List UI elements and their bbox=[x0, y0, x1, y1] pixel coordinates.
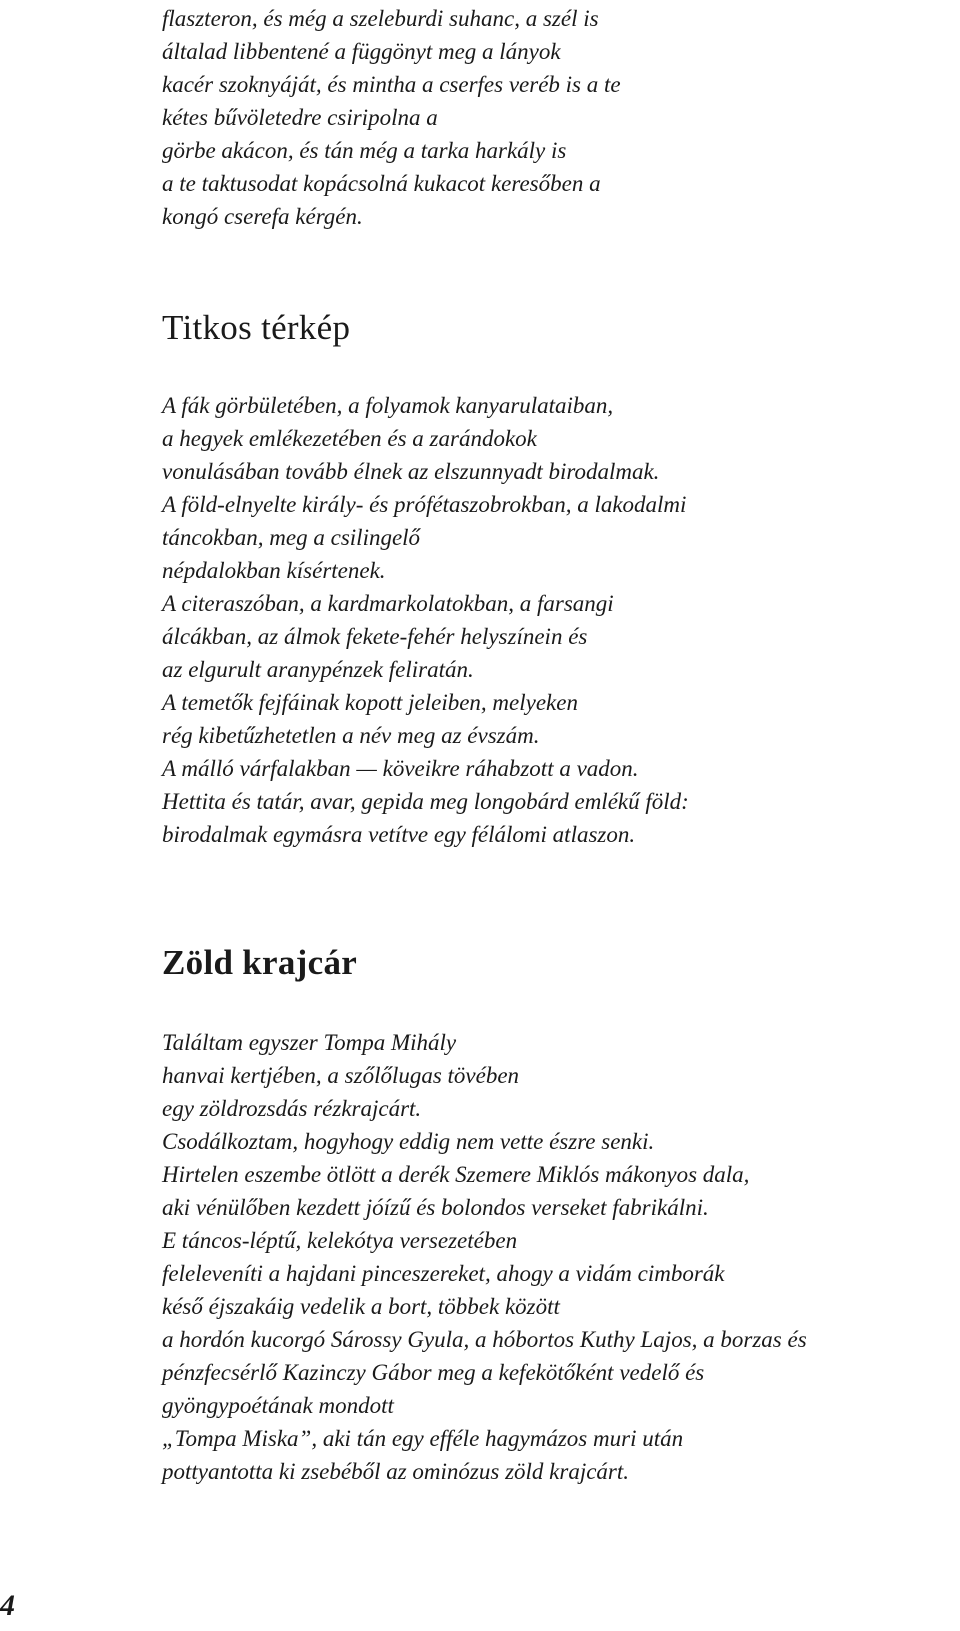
verse-line: a hegyek emlékezetében és a zarándokok bbox=[162, 426, 537, 451]
verse-line: A temetők fejfáinak kopott jeleiben, melyeken bbox=[162, 690, 578, 715]
verse-line: A föld-elnyelte király- és prófétaszobrokban, a lakodalmi bbox=[162, 492, 687, 517]
verse-line: Hirtelen eszembe ötlött a derék Szemere Miklós mákonyos dala, bbox=[162, 1162, 750, 1187]
verse-line: pénzfecsérlő Kazinczy Gábor meg a kefekötőként vedelő és bbox=[162, 1360, 705, 1385]
verse-line: kétes bűvöletedre csiripolna a bbox=[162, 105, 438, 130]
intro-stanza bbox=[162, 2, 942, 233]
poem-title: Titkos térkép bbox=[162, 308, 351, 347]
verse-line: népdalokban kísértenek. bbox=[162, 558, 386, 583]
verse-line: késő éjszakáig vedelik a bort, többek között bbox=[162, 1294, 560, 1319]
verse-line: pottyantotta ki zsebéből az ominózus zöld krajcárt. bbox=[162, 1459, 630, 1484]
verse-line: feleleveníti a hajdani pinceszereket, ahogy a vidám cimborák bbox=[162, 1261, 725, 1286]
verse-line: vonulásában tovább élnek az elszunnyadt birodalmak. bbox=[162, 459, 660, 484]
verse-line: aki vénülőben kezdett jóízű és bolondos verseket fabrikálni. bbox=[162, 1195, 709, 1220]
poem-body bbox=[162, 389, 952, 851]
verse-line: egy zöldrozsdás rézkrajcárt. bbox=[162, 1096, 422, 1121]
page-number: 4 bbox=[0, 1589, 15, 1622]
verse-line: görbe akácon, és tán még a tarka harkály is bbox=[162, 138, 567, 163]
verse-line: hanvai kertjében, a szőlőlugas tövében bbox=[162, 1063, 520, 1088]
verse-line: az elgurult aranypénzek feliratán. bbox=[162, 657, 474, 682]
verse-line: a hordón kucorgó Sárossy Gyula, a hóbortos Kuthy Lajos, a borzas és bbox=[162, 1327, 807, 1352]
verse-line: A citeraszóban, a kardmarkolatokban, a farsangi bbox=[162, 591, 614, 616]
verse-line: kongó cserefa kérgén. bbox=[162, 204, 363, 229]
verse-line: kacér szoknyáját, és mintha a cserfes veréb is a te bbox=[162, 72, 621, 97]
verse-line: flaszteron, és még a szeleburdi suhanc, a szél is bbox=[162, 6, 599, 31]
verse-line: táncokban, meg a csilingelő bbox=[162, 525, 421, 550]
verse-line: A fák görbületében, a folyamok kanyarulataiban, bbox=[162, 393, 614, 418]
poem-title: Zöld krajcár bbox=[162, 943, 358, 982]
poem-body bbox=[162, 1026, 952, 1488]
verse-line: álcákban, az álmok fekete-fehér helyszínein és bbox=[162, 624, 588, 649]
verse-line: A málló várfalakban — köveikre ráhabzott a vadon. bbox=[162, 756, 639, 781]
verse-line: általad libbentené a függönyt meg a lányok bbox=[162, 39, 561, 64]
verse-line: a te taktusodat kopácsolná kukacot keresőben a bbox=[162, 171, 601, 196]
verse-line: birodalmak egymásra vetítve egy félálomi atlaszon. bbox=[162, 822, 636, 847]
verse-line: Találtam egyszer Tompa Mihály bbox=[162, 1030, 457, 1055]
verse-line: Hettita és tatár, avar, gepida meg longobárd emlékű föld: bbox=[162, 789, 689, 814]
verse-line: rég kibetűzhetetlen a név meg az évszám. bbox=[162, 723, 540, 748]
verse-line: E táncos-léptű, kelekótya versezetében bbox=[162, 1228, 518, 1253]
verse-line: Csodálkoztam, hogyhogy eddig nem vette észre senki. bbox=[162, 1129, 655, 1154]
verse-line: „Tompa Miska”, aki tán egy efféle hagymázos muri után bbox=[162, 1426, 684, 1451]
verse-line: gyöngypoétának mondott bbox=[162, 1393, 394, 1418]
